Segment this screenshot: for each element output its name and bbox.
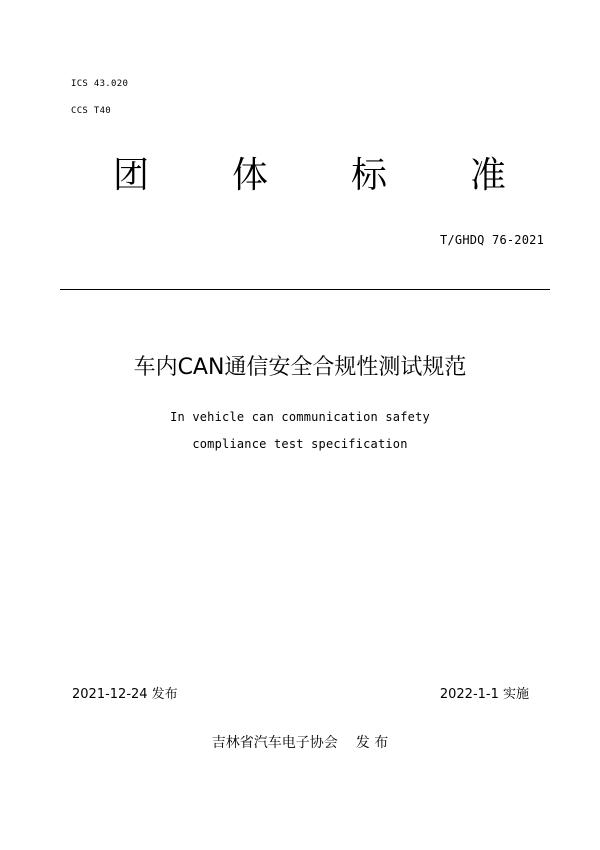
standard-number: T/GHDQ 76-2021 bbox=[440, 233, 544, 247]
issue-date: 2021-12-24 发布 bbox=[72, 687, 178, 702]
standard-type-char: 体 bbox=[231, 155, 268, 196]
implementation-date: 2022-1-1 实施 bbox=[439, 687, 529, 702]
ccs-code: CCS T40 bbox=[71, 106, 112, 116]
standard-type-char: 准 bbox=[469, 155, 506, 196]
english-title-line-2: compliance test specification bbox=[192, 437, 408, 451]
chinese-title: 车内CAN通信安全合规性测试规范 bbox=[133, 355, 467, 380]
standard-type-char: 团 bbox=[112, 155, 149, 196]
header-divider bbox=[60, 289, 550, 290]
standard-type-heading bbox=[107, 152, 512, 200]
standard-type-char: 标 bbox=[350, 155, 387, 196]
publisher-action: 发 布 bbox=[355, 735, 389, 751]
publisher-line bbox=[0, 732, 600, 752]
english-title-line-1: In vehicle can communication safety bbox=[170, 410, 430, 424]
ics-code: ICS 43.020 bbox=[71, 79, 129, 89]
publisher-name: 吉林省汽车电子协会 bbox=[211, 735, 338, 751]
